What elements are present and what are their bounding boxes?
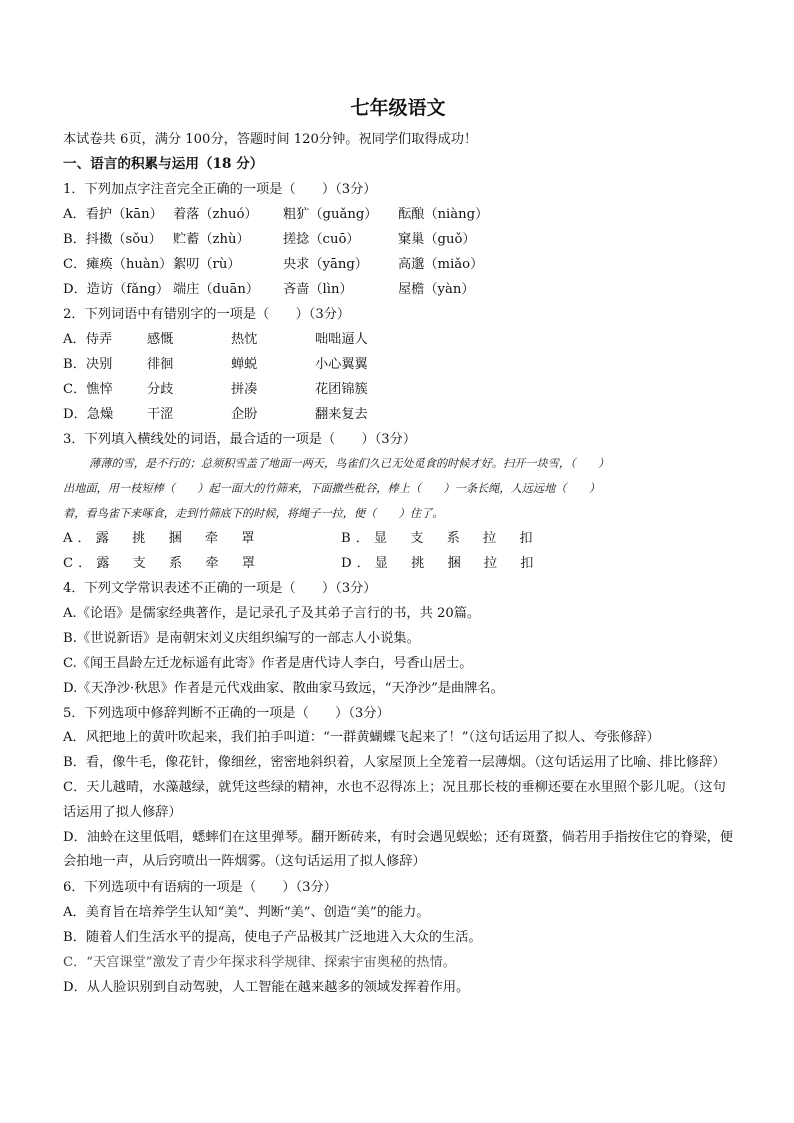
question-5-option: B．看，像牛毛，像花针，像细丝，密密地斜织着，人家屋顶上全笼着一层薄烟。（这句话运用了比喻、排比修辞） (63, 755, 726, 771)
option-cell: 搓捻（cuō） (283, 232, 360, 247)
option-cell: D．显 挑 捆 拉 扣 (341, 556, 539, 572)
option-cell: 翻来复去 (315, 407, 368, 422)
option-cell: 贮蓄（zhù） (173, 232, 250, 247)
option-cell: 絮叨（rù） (173, 257, 241, 272)
option-cell: 企盼 (231, 407, 258, 422)
question-3-passage (63, 452, 733, 526)
question-4-stem: 4．下列文学常识表述不正确的一项是（ ）（3分） (63, 581, 377, 597)
option-cell: B．显 支 系 拉 扣 (341, 531, 538, 547)
option-cell: B．抖擞（sǒu） (63, 232, 162, 247)
question-5-option: D．油蛉在这里低唱，蟋蟀们在这里弹琴。翻开断砖来，有时会遇见蜈蚣；还有斑蝥，倘若用手指按住它的脊梁，便会拍地一声，从后窍喷出一阵烟雾。（这句话运用了拟人修辞） (63, 829, 733, 870)
option-cell: 小心翼翼 (315, 357, 368, 372)
option-cell: 着落（zhuó） (173, 207, 258, 222)
question-3-option-row (63, 526, 733, 551)
option-cell: C．憔悴 (63, 382, 113, 397)
question-4-option: B.《世说新语》是南朝宋刘义庆组织编写的一部志人小说集。 (63, 631, 420, 647)
question-6-stem: 6．下列选项中有语病的一项是（ ）（3分） (63, 880, 337, 896)
question-3-option-row (63, 551, 733, 576)
option-cell: 蝉蜕 (231, 357, 258, 372)
passage-text: 薄薄的雪，是不行的；总须积雪盖了地面一两天，鸟雀们久已无处觅食的时候才好。扫开一块雪，（ ） (89, 457, 610, 470)
option-cell: C．瘫痪（huàn） (63, 257, 173, 272)
section-heading: 一、语言的积累与运用（18 分） (63, 156, 264, 172)
question-5-stem: 5．下列选项中修辞判断不正确的一项是（ ）（3分） (63, 706, 390, 722)
option-cell: 酝酿（niàng） (398, 207, 489, 222)
question-6-option: C．“天宫课堂”激发了青少年探求科学规律、探索宇宙奥秘的热情。 (63, 955, 456, 971)
option-cell: 央求（yāng） (283, 257, 368, 272)
question-4-option: D.《天净沙·秋思》作者是元代戏曲家、散曲家马致远，“天净沙”是曲牌名。 (63, 681, 504, 697)
question-1-option-row (63, 277, 733, 302)
exam-page (63, 95, 733, 1000)
option-cell: C．露 支 系 牵 罩 (63, 556, 260, 572)
option-cell: A．看护（kān） (63, 207, 163, 222)
option-cell: 花团锦簇 (315, 382, 368, 397)
option-cell: 感慨 (147, 332, 174, 347)
question-1-option-row (63, 227, 733, 252)
option-cell: 咄咄逼人 (315, 332, 368, 347)
option-cell: 热忱 (231, 332, 258, 347)
passage-line: 着，看鸟雀下来啄食，走到竹筛底下的时候，将绳子一拉，便（ ）住了。 (63, 506, 444, 520)
option-cell: A．露 挑 捆 牵 罩 (63, 531, 260, 547)
option-cell: A．侍弄 (63, 332, 113, 347)
option-cell: 粗犷（guǎng） (283, 207, 378, 222)
question-2-option-row (63, 352, 733, 377)
question-1-option-row (63, 252, 733, 277)
option-cell: 分歧 (147, 382, 174, 397)
option-cell: 屋檐（yàn） (398, 282, 475, 297)
question-2-option-row (63, 327, 733, 352)
passage-line: 出地面，用一枝短棒（ ）起一面大的竹筛来，下面撒些秕谷，棒上（ ）一条长绳，人远远地（ ） (63, 481, 601, 495)
option-cell: 端庄（duān） (173, 282, 260, 297)
question-2-option-row (63, 377, 733, 402)
question-1-option-row (63, 202, 733, 227)
option-cell: 高邈（miǎo） (398, 257, 484, 272)
option-cell: B．决别 (63, 357, 113, 372)
exam-title: 七年级语文 (350, 97, 446, 119)
question-2-option-row (63, 402, 733, 427)
option-cell: 干涩 (147, 407, 174, 422)
passage-line (63, 452, 733, 477)
exam-intro: 本试卷共 6页，满分 100分，答题时间 120分钟。祝同学们取得成功！ (63, 132, 478, 147)
question-6-option: A．美育旨在培养学生认知“美”、判断“美”、创造“美”的能力。 (63, 905, 430, 921)
question-5-option: A．风把地上的黄叶吹起来，我们拍手叫道：“一群黄蝴蝶飞起来了！”（这句话运用了拟人、夸张修辞） (63, 730, 660, 746)
option-cell: 吝啬（lìn） (283, 282, 353, 297)
question-1-stem: 1．下列加点字注音完全正确的一项是（ ）（3分） (63, 182, 377, 197)
question-4-option: A.《论语》是儒家经典著作，是记录孔子及其弟子言行的书，共 20篇。 (63, 606, 481, 622)
option-cell: 拼凑 (231, 382, 258, 397)
option-cell: D．急燥 (63, 407, 114, 422)
option-cell: 徘徊 (147, 357, 174, 372)
question-2-stem: 2．下列词语中有错别字的一项是（ ）（3分） (63, 307, 351, 322)
question-6-option: B．随着人们生活水平的提高，使电子产品极其广泛地进入大众的生活。 (63, 930, 482, 946)
option-cell: D．造访（fǎng） (63, 282, 170, 297)
question-3-stem: 3．下列填入横线处的词语，最合适的一项是（ ）（3分） (63, 432, 417, 447)
question-5-option: C．天儿越晴，水藻越绿，就凭这些绿的精神，水也不忍得冻上；况且那长枝的垂柳还要在水里照个影儿呢。（这句话运用了拟人修辞） (63, 779, 726, 820)
question-6-option: D．从人脸识别到自动驾驶，人工智能在越来越多的领域发挥着作用。 (63, 980, 470, 996)
question-4-option: C.《闻王昌龄左迁龙标遥有此寄》作者是唐代诗人李白，号香山居士。 (63, 656, 473, 672)
option-cell: 窠巢（guǒ） (398, 232, 476, 247)
